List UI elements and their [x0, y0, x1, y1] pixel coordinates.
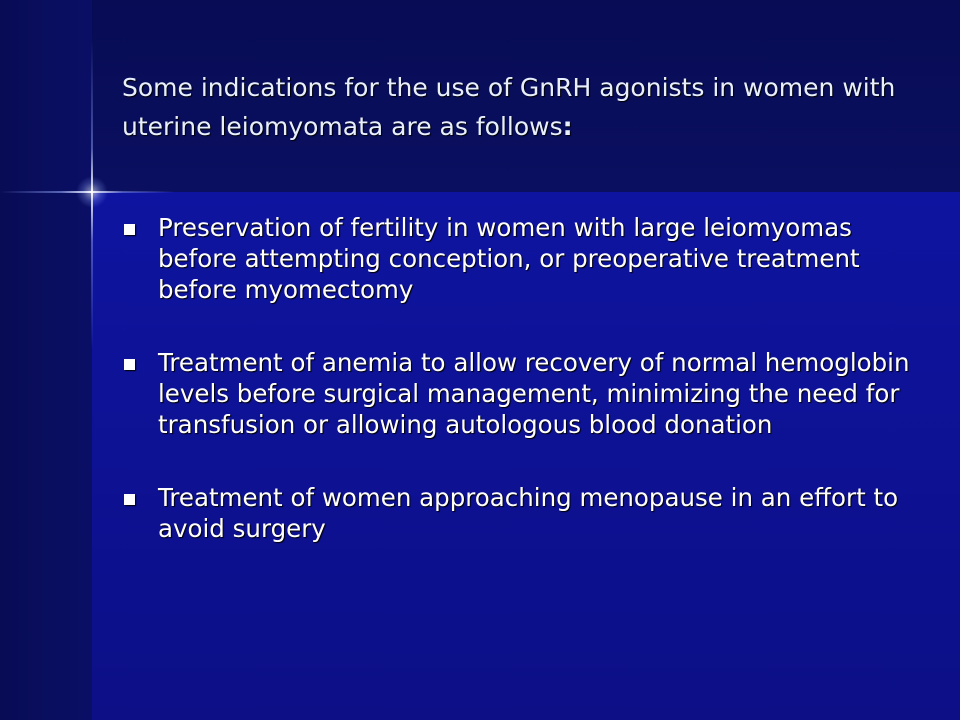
slide-title [122, 68, 902, 146]
left-band [0, 0, 92, 720]
bullet-text: Treatment of women approaching menopause in an effort to avoid surgery [158, 483, 899, 543]
square-bullet-icon [124, 359, 135, 370]
slide-title-colon: : [562, 112, 573, 141]
bullet-item [122, 482, 922, 544]
bullet-list [122, 212, 922, 586]
sparkle-glow [76, 176, 108, 208]
bullet-item [122, 347, 922, 440]
slide-title-text: Some indications for the use of GnRH agonists in women with uterine leiomyomata are as follows [122, 73, 896, 141]
bullet-text: Treatment of anemia to allow recovery of normal hemoglobin levels before surgical management, minimizing the need for transfusion or allowing autologous blood donation [158, 348, 910, 439]
square-bullet-icon [124, 224, 135, 235]
square-bullet-icon [124, 494, 135, 505]
bullet-item [122, 212, 922, 305]
bullet-text: Preservation of fertility in women with large leiomyomas before attempting conception, or preoperative treatment before myomectomy [158, 213, 860, 304]
